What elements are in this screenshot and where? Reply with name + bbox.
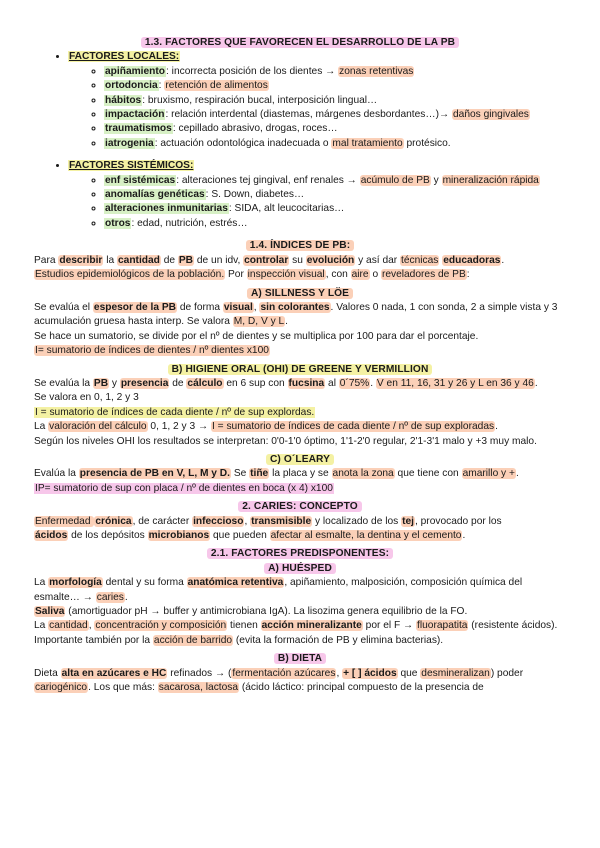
section-2-1-heading — [34, 547, 566, 561]
section-title: 1.3. FACTORES QUE FAVORECEN EL DESARROLLO DE LA PB — [141, 37, 459, 48]
text: : cepillado abrasivo, drogas, roces… — [172, 123, 338, 135]
section-title: 2.1. FACTORES PREDISPONENTES: — [207, 548, 393, 559]
term: impactación — [105, 109, 165, 121]
text: retención de alimentos — [165, 80, 268, 92]
subsection-a-heading — [34, 287, 566, 301]
section-1-4-heading — [34, 239, 566, 253]
subsection-title: C) O´LEARY — [266, 454, 334, 465]
section-title: 2. CARIES: CONCEPTO — [238, 501, 362, 512]
list-item — [104, 137, 566, 151]
formula: I= sumatorio de índices de dientes / nº dientes x100 — [35, 345, 269, 357]
text: : SIDA, alt leucocitarias… — [228, 203, 345, 215]
list-item — [104, 217, 566, 231]
paragraph: La cantidad, concentración y composición tienen acción mineralizante por el F → fluorapatita (resistente ácidos). Importante también por la acción de barrido (evita la formación de PB y elimina bacterias). — [34, 620, 558, 646]
paragraph: Saliva (amortiguador pH → buffer y antimicrobiana IgA). La lisozima genera equilibrio de la FO. — [35, 606, 468, 618]
paragraph: Dieta alta en azúcares e HC refinados → (fermentación azúcares, + [ ] ácidos que desmineralizan) poder — [34, 667, 524, 679]
subsection-c-heading — [34, 453, 566, 467]
text: : S. Down, diabetes… — [205, 189, 305, 201]
text: y — [430, 174, 442, 186]
list-item — [104, 65, 566, 79]
list-item — [104, 94, 566, 108]
term: anomalías genéticas — [105, 189, 205, 201]
section-title: 1.4. ÍNDICES DE PB: — [246, 240, 354, 251]
factors-list — [34, 50, 566, 151]
text: zonas retentivas — [339, 65, 414, 77]
term: iatrogenia — [105, 137, 154, 149]
local-factors-heading: FACTORES LOCALES: — [69, 51, 180, 63]
subsection-title: B) DIETA — [274, 653, 326, 664]
text: : actuación odontológica inadecuada o — [154, 137, 332, 149]
text: : bruxismo, respiración bucal, interposición lingual… — [142, 94, 378, 106]
systemic-factors-list — [68, 174, 566, 232]
list-item — [104, 202, 566, 216]
systemic-factors-heading: FACTORES SISTÉMICOS: — [69, 160, 194, 172]
term: hábitos — [105, 94, 142, 106]
term: apiñamiento — [105, 65, 166, 77]
subsection-b-heading — [34, 363, 566, 377]
paragraph: Se valora en 0, 1, 2 y 3 — [34, 392, 139, 404]
text: acúmulo de PB — [360, 174, 430, 186]
subsection-huesped-heading — [34, 562, 566, 576]
local-factors-list — [68, 65, 566, 151]
systemic-factors — [68, 159, 566, 231]
text: daños gingivales — [452, 109, 529, 121]
paragraph: Estudios epidemiológicos de la población. Por inspección visual, con aire o reveladores de PB: — [35, 269, 470, 281]
section-1-3-heading — [34, 36, 566, 50]
text: : — [158, 80, 165, 92]
term: traumatismos — [105, 123, 172, 135]
section-2-heading — [34, 500, 566, 514]
subsection-title: A) HUÉSPED — [264, 563, 336, 574]
subsection-title: B) HIGIENE ORAL (OHI) DE GREENE Y VERMILLION — [168, 364, 433, 375]
subsection-dieta-heading — [34, 652, 566, 666]
list-item — [104, 122, 566, 136]
text: : alteraciones tej gingival, enf renales → — [176, 174, 360, 186]
term: enf sistémicas — [105, 174, 176, 186]
paragraph: Enfermedad crónica, de carácter infeccioso, transmisible y localizado de los tej, provocado por los — [35, 515, 502, 527]
list-item — [104, 188, 566, 202]
subsection-title: A) SILLNESS Y LÖE — [247, 288, 353, 299]
text: mal tratamiento — [332, 137, 403, 149]
paragraph: Según los niveles OHI los resultados se interpretan: 0'0-1'0 óptimo, 1'1-2'0 regular, 2'1-3'1 malo y +3 muy malo. — [34, 435, 537, 447]
factors-list-2 — [34, 159, 566, 231]
paragraph: ácidos de los depósitos microbianos que pueden afectar al esmalte, la dentina y el cemento. — [35, 530, 466, 541]
paragraph: Se evalúa el espesor de la PB de forma visual, sin colorantes. Valores 0 nada, 1 con sonda, 2 a simple vista y 3 acumulación gruesa hasta interp. Se valora M, D, V y L. — [34, 301, 558, 328]
formula: IP= sumatorio de sup con placa / nº de dientes en boca (x 4) x100 — [35, 482, 333, 494]
text: : incorrecta posición de los dientes → — [166, 65, 339, 77]
term: ortodoncia — [105, 80, 158, 92]
formula: I = sumatorio de índices de cada diente / nº de sup explordas. — [35, 406, 315, 418]
paragraph: Evalúa la presencia de PB en V, L, M y D. Se tiñe la placa y se anota la zona que tiene con amarillo y +. — [34, 468, 519, 480]
paragraph: Para describir la cantidad de PB de un idv, controlar su evolución y así dar técnicas educadoras. — [34, 254, 505, 266]
list-item — [104, 108, 566, 122]
text: mineralización rápida — [442, 174, 539, 186]
list-item — [104, 79, 566, 93]
text: : edad, nutrición, estrés… — [131, 217, 248, 229]
local-factors — [68, 50, 566, 151]
paragraph: La morfología dental y su forma anatómica retentiva, apiñamiento, malposición, composición química del esmalte… → caries. — [34, 577, 523, 603]
text: : relación interdental (diastemas, márgenes desbordantes…)→ — [165, 109, 452, 121]
paragraph: cariogénico. Los que más: sacarosa, lactosa (ácido láctico: principal compuesto de la presencia de — [35, 682, 484, 694]
list-item — [104, 174, 566, 188]
term: otros — [105, 217, 131, 229]
paragraph: La valoración del cálculo 0, 1, 2 y 3 → I = sumatorio de índices de cada diente / nº de sup exploradas. — [34, 421, 498, 433]
paragraph: Se evalúa la PB y presencia de cálculo en 6 sup con fucsina al 0´75%. V en 11, 16, 31 y 26 y L en 36 y 46. — [34, 377, 538, 389]
term: alteraciones inmunitarias — [105, 203, 228, 215]
text: protésico. — [403, 137, 451, 149]
paragraph: Se hace un sumatorio, se divide por el nº de dientes y se multiplica por 100 para dar el porcentaje. — [34, 330, 479, 342]
